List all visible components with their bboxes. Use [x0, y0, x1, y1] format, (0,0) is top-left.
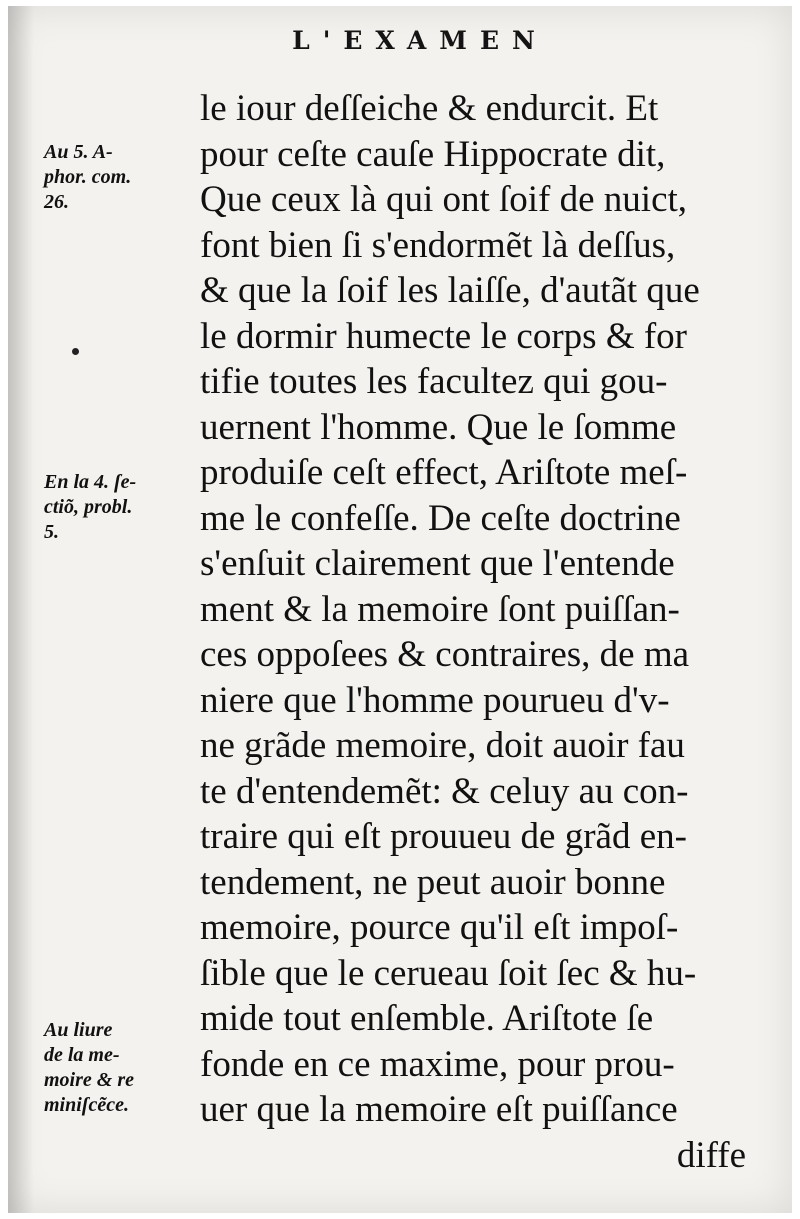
main-text: [200, 86, 760, 1178]
margin-line: ctiõ, probl.: [44, 496, 133, 518]
text-line: tendement, ne peut auoir bonne: [200, 861, 666, 903]
text-line: ſible que le cerueau ſoit ſec & hu-: [200, 952, 697, 994]
margin-line: phor. com.: [44, 166, 132, 188]
margin-line: 26.: [44, 191, 69, 213]
margin-line: Au 5. A-: [44, 141, 113, 163]
margin-dot-mark: [72, 348, 79, 355]
margin-line: de la me-: [44, 1044, 120, 1066]
text-line: niere que l'homme pourueu d'v-: [200, 679, 670, 721]
text-line: Que ceux là qui ont ſoif de nuict,: [200, 179, 688, 220]
running-header: L'EXAMEN: [292, 26, 548, 55]
text-line: ment & la memoire ſont puiſſan-: [200, 588, 680, 630]
text-line: & que la ſoif les laiſſe, d'autãt que: [200, 270, 700, 311]
text-line: ne grãde memoire, doit auoir fau: [200, 725, 685, 766]
text-line: pour ceſte cauſe Hippocrate dit,: [200, 133, 666, 175]
text-line: le dormir humecte le corps & for: [200, 315, 687, 357]
text-line: font bien ſi s'endormẽt là deſſus,: [200, 224, 676, 266]
text-line: tifie toutes les facultez qui gou-: [200, 361, 668, 402]
text-line: me le confeſſe. De ceſte doctrine: [200, 497, 681, 539]
text-line: ces oppoſees & contraires, de ma: [200, 634, 690, 675]
text-line: s'enſuit clairement que l'entende: [200, 543, 675, 584]
page-gutter-shadow: [8, 6, 34, 1213]
text-line: memoire, pource qu'il eſt impoſ-: [200, 907, 679, 948]
text-line: te d'entendemẽt: & celuy au con-: [200, 770, 689, 812]
margin-line: 5.: [44, 521, 59, 543]
text-line: traire qui eſt prouueu de grãd en-: [200, 816, 687, 857]
margin-line: Au liure: [44, 1019, 113, 1041]
margin-line: moire & re: [44, 1069, 134, 1091]
text-line: uernent l'homme. Que le ſomme: [200, 406, 677, 448]
margin-line: En la 4. ſe-: [44, 471, 137, 493]
text-line: le iour deſſeiche & endurcit. Et: [200, 88, 659, 129]
marginal-note-2: [44, 470, 204, 545]
catchword: diffe: [676, 1134, 746, 1176]
text-line: uer que la memoire eſt puiſſance: [200, 1089, 678, 1130]
text-line: mide tout enſemble. Ariſtote ſe: [200, 998, 654, 1039]
marginal-note-1: [44, 140, 204, 215]
text-line: fonde en ce maxime, pour prou-: [200, 1043, 675, 1085]
margin-line: miniſcẽce.: [44, 1094, 129, 1116]
text-line: produiſe ceſt effect, Ariſtote meſ-: [200, 452, 688, 493]
marginal-note-3: [44, 1018, 204, 1118]
